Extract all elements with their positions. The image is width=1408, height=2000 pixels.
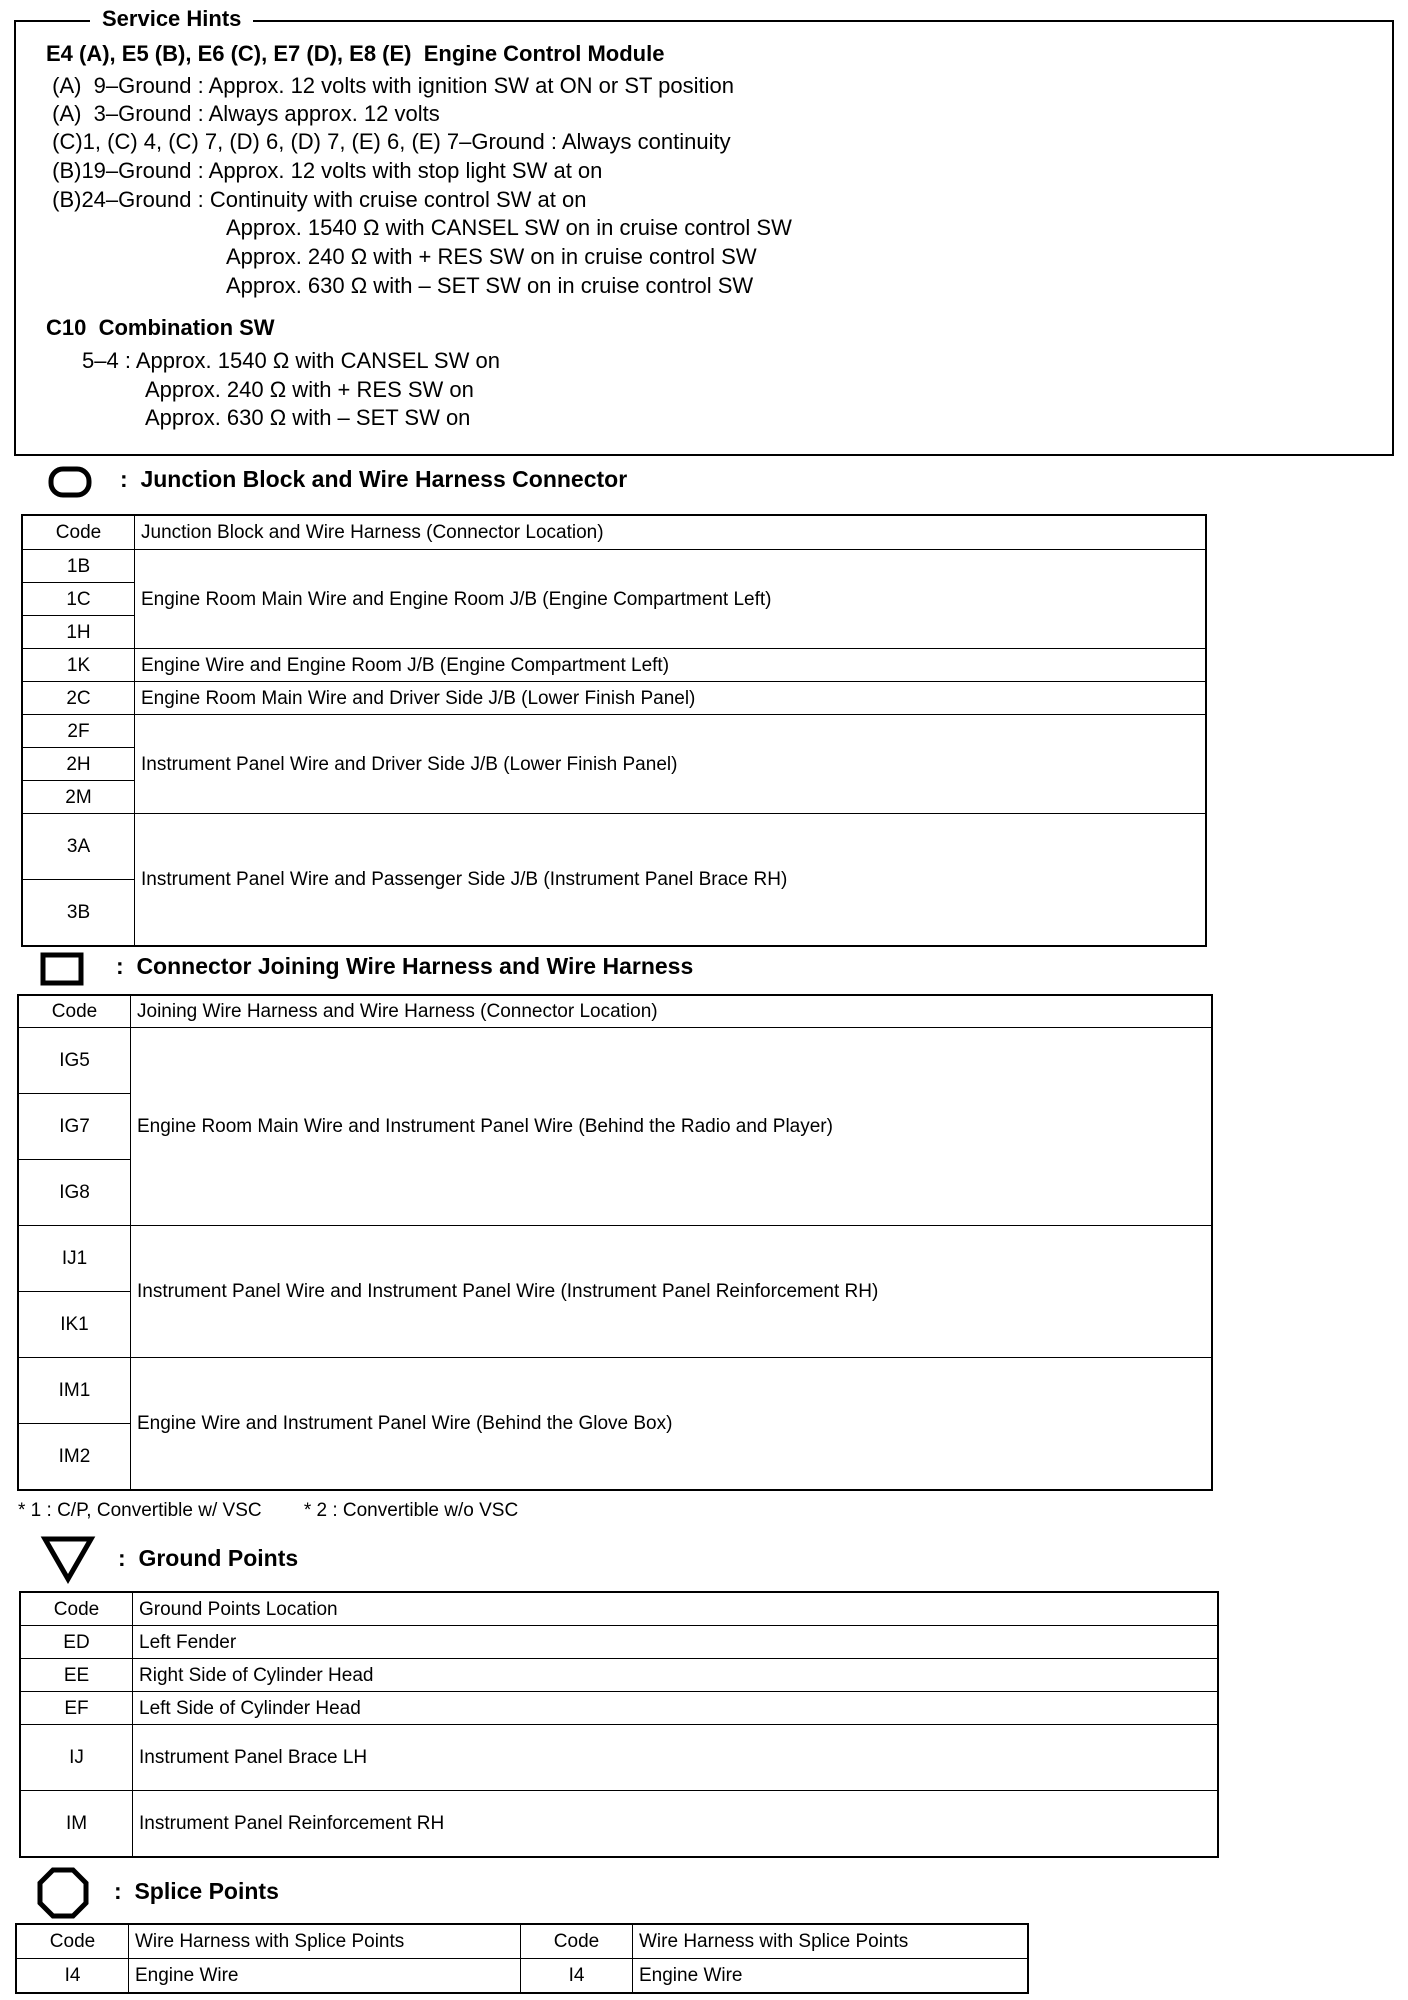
table-row [21,1692,1218,1725]
octagon-symbol-icon [36,1866,90,1920]
code-cell: IG8 [19,1160,131,1226]
desc-cell: Instrument Panel Brace LH [133,1725,1218,1791]
hint-line: (B)24–Ground : Continuity with cruise control SW at on [46,187,587,212]
hint-line: Approx. 630 Ω with – SET SW on [145,405,471,430]
col-code-header: Code [21,1593,133,1626]
code-cell: 2F [23,715,135,748]
desc-cell: Instrument Panel Wire and Instrument Panel Wire (Instrument Panel Reinforcement RH) [131,1226,1212,1358]
desc-cell: Engine Room Main Wire and Instrument Panel Wire (Behind the Radio and Player) [131,1028,1212,1226]
code-cell: 2C [23,682,135,715]
code-cell: IJ1 [19,1226,131,1292]
table-row [21,1659,1218,1692]
desc-cell: Engine Wire and Instrument Panel Wire (Behind the Glove Box) [131,1358,1212,1490]
code-cell: 3B [23,880,135,946]
col-desc-header: Wire Harness with Splice Points [129,1925,521,1959]
hint-ecm-heading: E4 (A), E5 (B), E6 (C), E7 (D), E8 (E) Engine Control Module [46,41,665,66]
joining-table [18,995,1212,1490]
table-row [23,814,1206,880]
desc-cell: Engine Room Main Wire and Driver Side J/B (Lower Finish Panel) [135,682,1206,715]
table-row [23,715,1206,748]
junction-section-title: : Junction Block and Wire Harness Connector [120,466,628,492]
code-cell: 1C [23,583,135,616]
splice-section-title: : Splice Points [114,1878,279,1904]
table-row [23,550,1206,583]
service-hints-title: Service Hints [90,6,253,32]
code-cell: IG7 [19,1094,131,1160]
square-symbol-icon [40,952,84,986]
desc-cell: Instrument Panel Wire and Driver Side J/B (Lower Finish Panel) [135,715,1206,814]
hint-line: (A) 9–Ground : Approx. 12 volts with ignition SW at ON or ST position [46,73,735,98]
triangle-symbol-icon [40,1534,96,1584]
table-row [19,1028,1212,1094]
hint-line: Approx. 1540 Ω with CANSEL SW on in cruise control SW [226,215,792,240]
code-cell: 1H [23,616,135,649]
desc-cell: Instrument Panel Reinforcement RH [133,1791,1218,1857]
code-cell: 3A [23,814,135,880]
col-desc-header: Ground Points Location [133,1593,1218,1626]
desc-cell: Left Side of Cylinder Head [133,1692,1218,1725]
table-row [19,1358,1212,1424]
table-row [17,1959,1028,1993]
table-row [23,649,1206,682]
hint-line: (B)19–Ground : Approx. 12 volts with stop light SW at on [46,158,603,183]
col-code-header: Code [23,516,135,550]
ground-section-title: : Ground Points [118,1545,299,1571]
ground-table [20,1592,1218,1857]
code-cell: 2M [23,781,135,814]
code-cell: EE [21,1659,133,1692]
table-header-row [17,1925,1028,1959]
table-row [21,1725,1218,1791]
code-cell: IM1 [19,1358,131,1424]
splice-table [16,1924,1028,1993]
code-cell: IM [21,1791,133,1857]
footnote: * 1 : C/P, Convertible w/ VSC * 2 : Convertible w/o VSC [18,1500,519,1521]
code-cell: EF [21,1692,133,1725]
junction-table [22,515,1206,946]
code-cell: IM2 [19,1424,131,1490]
code-cell: I4 [17,1959,129,1993]
hint-line: (A) 3–Ground : Always approx. 12 volts [46,101,440,126]
desc-cell: Engine Wire [129,1959,521,1993]
hint-line: Approx. 240 Ω with + RES SW on in cruise control SW [226,244,757,269]
code-cell: 2H [23,748,135,781]
desc-cell: Engine Wire and Engine Room J/B (Engine Compartment Left) [135,649,1206,682]
table-row [23,682,1206,715]
table-row [21,1626,1218,1659]
hint-line: Approx. 240 Ω with + RES SW on [145,377,474,402]
desc-cell: Instrument Panel Wire and Passenger Side J/B (Instrument Panel Brace RH) [135,814,1206,946]
desc-cell: Left Fender [133,1626,1218,1659]
code-cell: IJ [21,1725,133,1791]
code-cell: 1B [23,550,135,583]
table-row [21,1791,1218,1857]
col-desc-header: Joining Wire Harness and Wire Harness (Connector Location) [131,996,1212,1028]
table-header-row [21,1593,1218,1626]
desc-cell: Engine Wire [633,1959,1028,1993]
hint-line: (C)1, (C) 4, (C) 7, (D) 6, (D) 7, (E) 6, (E) 7–Ground : Always continuity [46,129,731,154]
col-code-header: Code [19,996,131,1028]
rounded-rect-symbol-icon [48,466,92,498]
col-desc-header: Wire Harness with Splice Points [633,1925,1028,1959]
col-code-header: Code [521,1925,633,1959]
code-cell: IG5 [19,1028,131,1094]
hint-combination-sw-heading: C10 Combination SW [46,315,275,340]
hint-line: 5–4 : Approx. 1540 Ω with CANSEL SW on [82,348,500,373]
col-code-header: Code [17,1925,129,1959]
joining-section-title: : Connector Joining Wire Harness and Wire Harness [116,953,694,979]
code-cell: IK1 [19,1292,131,1358]
table-row [19,1226,1212,1292]
code-cell: ED [21,1626,133,1659]
table-header-row [19,996,1212,1028]
code-cell: 1K [23,649,135,682]
hint-line: Approx. 630 Ω with – SET SW on in cruise control SW [226,273,754,298]
table-header-row [23,516,1206,550]
desc-cell: Right Side of Cylinder Head [133,1659,1218,1692]
col-desc-header: Junction Block and Wire Harness (Connector Location) [135,516,1206,550]
code-cell: I4 [521,1959,633,1993]
desc-cell: Engine Room Main Wire and Engine Room J/B (Engine Compartment Left) [135,550,1206,649]
